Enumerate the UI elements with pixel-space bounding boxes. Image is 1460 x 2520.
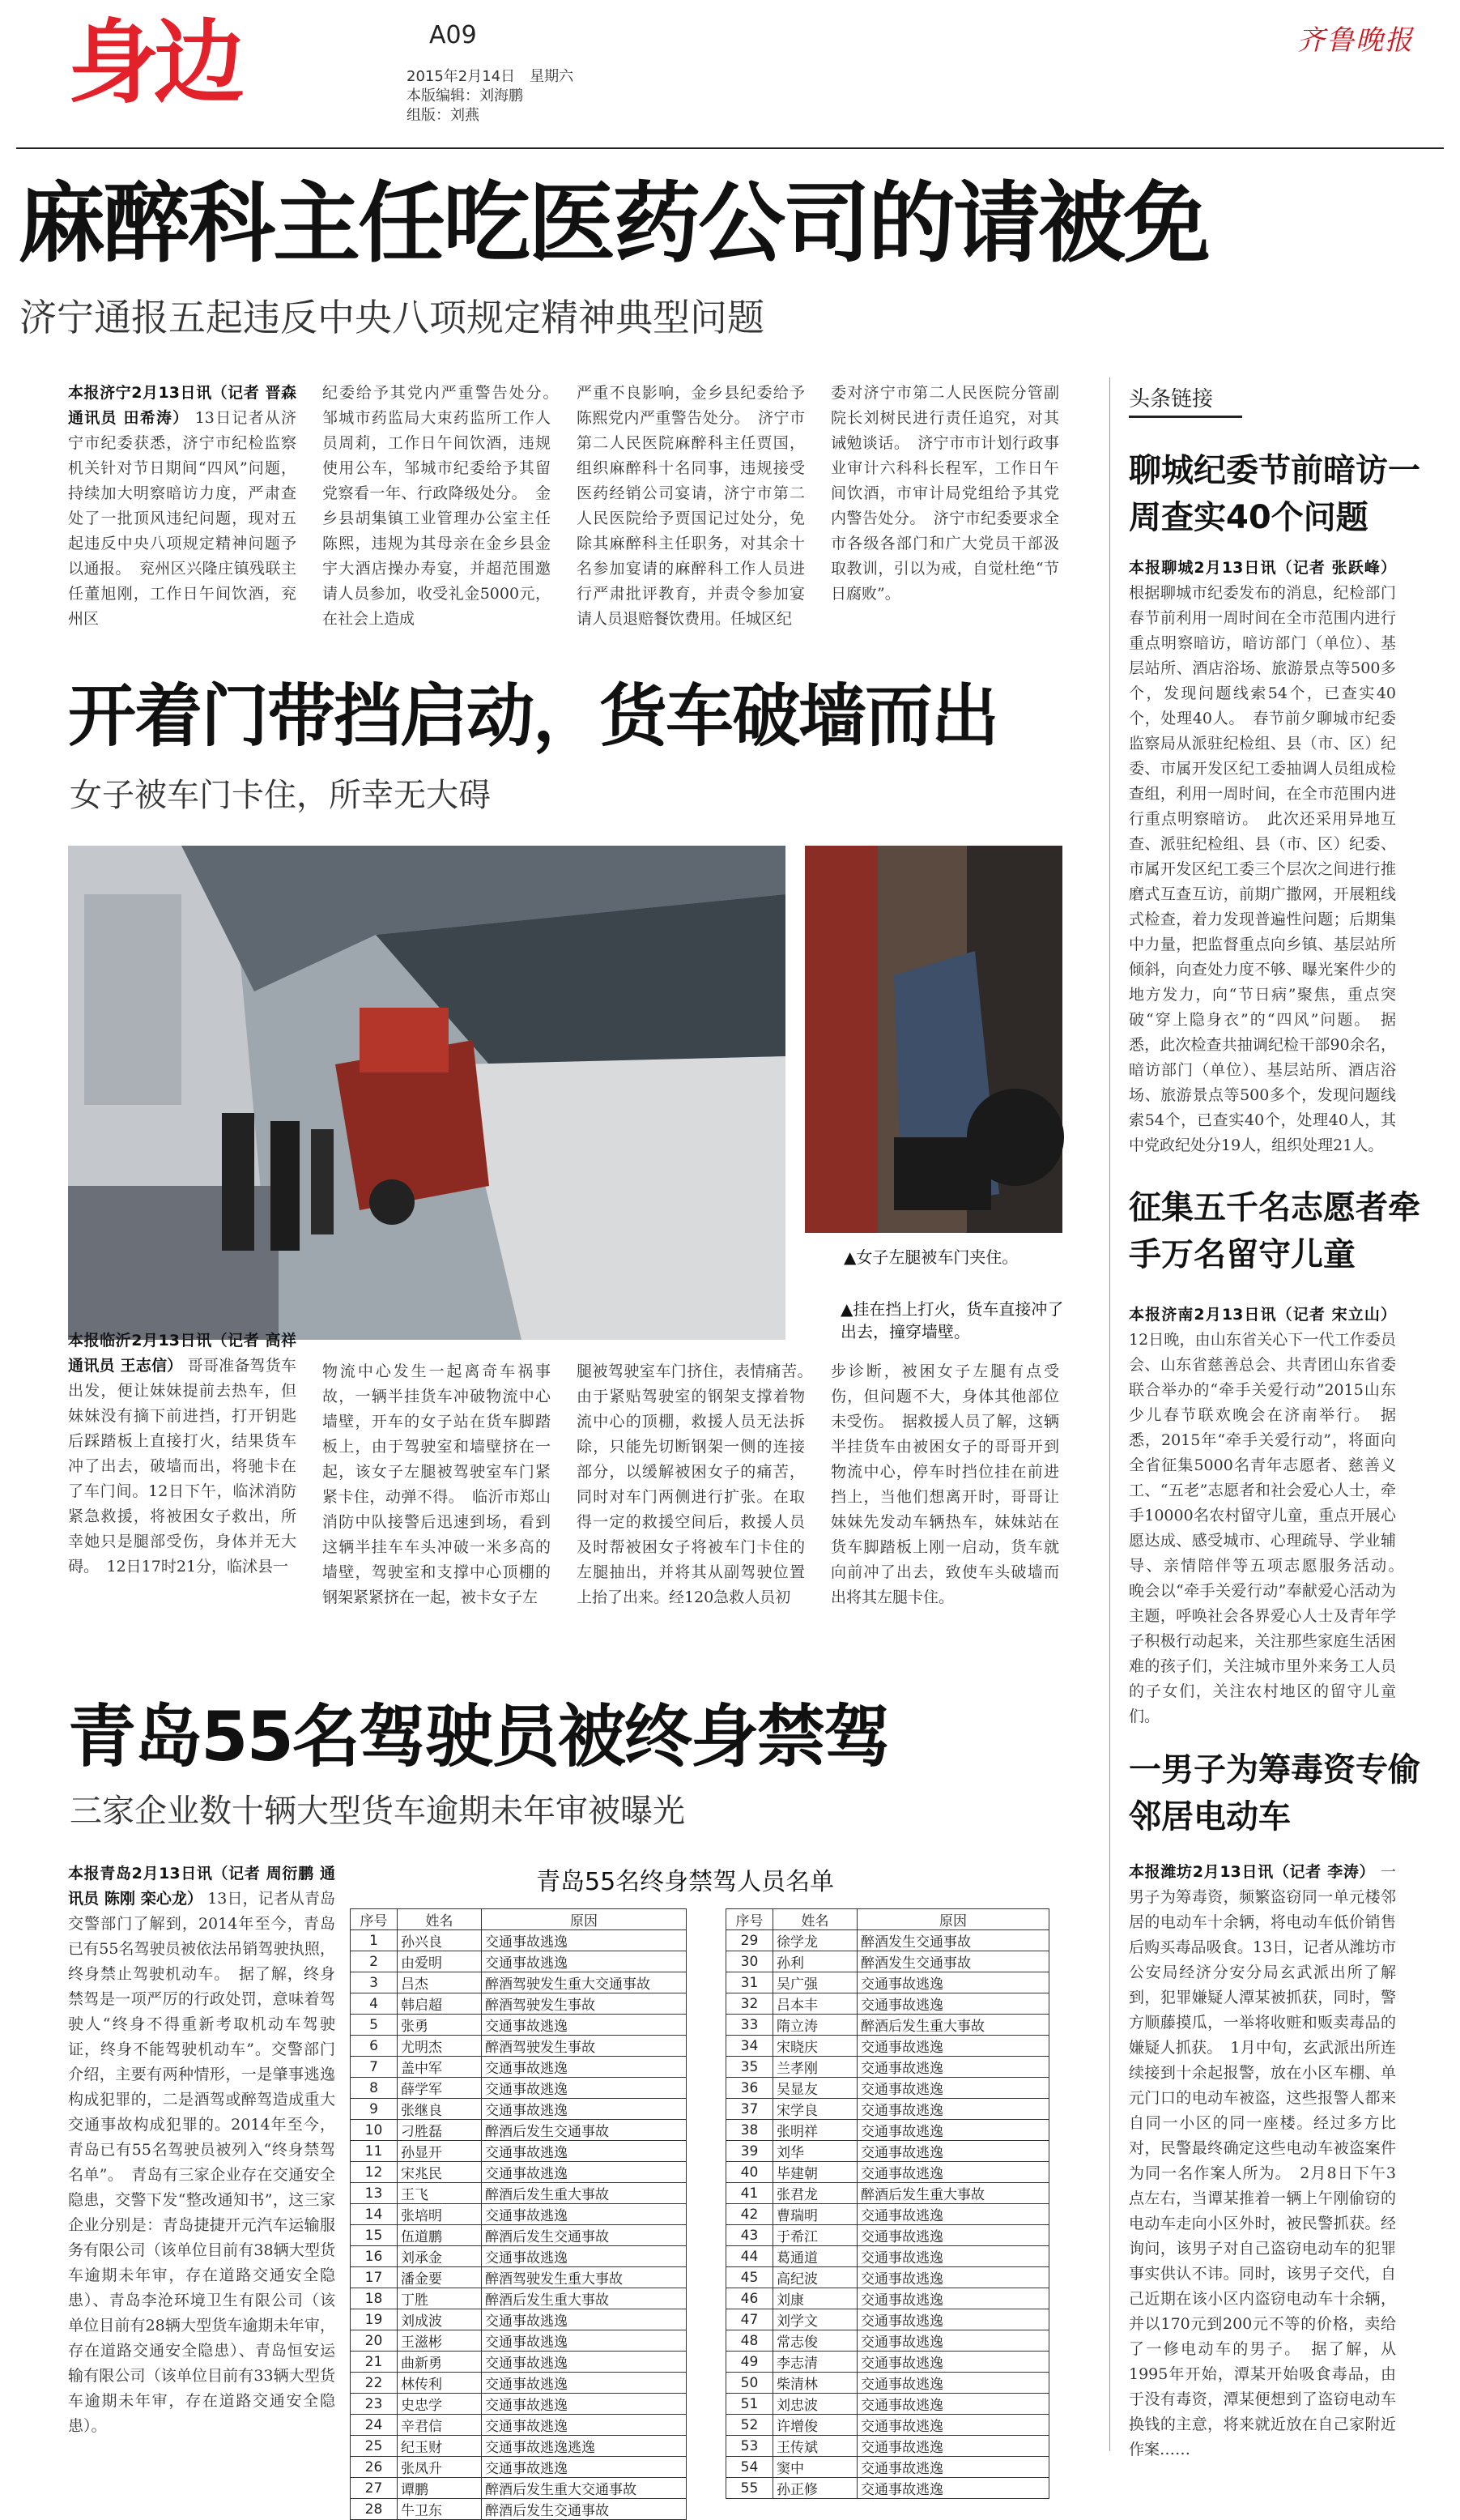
- sidebar-text-1: 根据聊城市纪委发布的消息，纪检部门春节前利用一周时间在全市范围内进行重点明察暗访，暗访部门（单位）、基层站所、酒店浴场、旅游景点等500多个，发现问题线索54个，已查实40个，处理40人。 春节前夕聊城市纪委监察局从派驻纪检组、县（市、区）纪委、市属开发区纪工委抽调人员组成检查组，利用一周时间，在全市范围内进行重点明察暗访。 此次还采用异地互查、派驻纪检组、县（市、区）纪委、市属开发区纪工委三个层次之间进行推磨式互查互访，前期广撒网，开展粗线式检查，着力发现普遍性问题；后期集中力量，把监督重点向乡镇、基层站所倾斜，向查处力度不够、曝光案件少的地方发力，向“节日病”聚焦，重点突破“穿上隐身衣”的“四风”问题。 据悉，此次检查共抽调纪检干部90余名，暗访部门（单位）、基层站所、酒店浴场、旅游景点等500多个，发现问题线索54个，已查实40个，处理40人，其中党政纪处分19人，组织处理21人。: [1129, 584, 1396, 1154]
- row-number: 35: [726, 2057, 773, 2078]
- sidebar-text-2: 12日晚，由山东省关心下一代工作委员会、山东省慈善总会、共青团山东省委联合举办的“牵手关爱行动”2015山东少儿春节联欢晚会在济南举行。 据悉，2015年“牵手关爱行动”，将面向全省征集5000名青年志愿者、慈善义工、“五老”志愿者和社会爱心人士，牵手10000名农村留守儿童，重点开展心愿达成、感受城市、心理疏导、学业辅导、亲情陪伴等五项志愿服务活动。 晚会以“牵手关爱行动”奉献爱心活动为主题，呼唤社会各界爱心人士及青年学子积极行动起来，关注那些家庭生活困难的孩子们，关注城市里外来务工人员的子女们，关注农村地区的留守儿童们。: [1129, 1331, 1412, 1725]
- story2-column-1: [68, 1328, 296, 1677]
- table-row: [351, 2162, 687, 2183]
- row-name: 曹瑞明: [773, 2204, 858, 2225]
- row-number: 13: [351, 2183, 398, 2204]
- sidebar-dateline-1: 本报聊城2月13日讯（记者 张跃峰）: [1129, 559, 1396, 577]
- table-row: [351, 2183, 687, 2204]
- row-name: 刘康: [773, 2288, 858, 2309]
- table-row: [351, 1993, 687, 2015]
- table-row: [726, 2162, 1049, 2183]
- row-number: 8: [351, 2078, 398, 2099]
- table-row: [351, 2436, 687, 2457]
- table-row: [351, 1972, 687, 1993]
- row-name: 吴显友: [773, 2078, 858, 2099]
- table-row: [726, 2057, 1049, 2078]
- story1-dateline: 本报济宁2月13日讯（记者 晋森 通讯员 田希涛）: [68, 384, 296, 427]
- row-number: 18: [351, 2288, 398, 2309]
- row-number: 34: [726, 2036, 773, 2057]
- row-name: 许增俊: [773, 2415, 858, 2436]
- table-row: [726, 2183, 1049, 2204]
- row-name: 柴清林: [773, 2373, 858, 2394]
- row-number: 40: [726, 2162, 773, 2183]
- row-number: 24: [351, 2415, 398, 2436]
- row-name: 徐学龙: [773, 1930, 858, 1951]
- story2-text-1: 哥哥准备驾货车出发，便让妹妹提前去热车，但妹妹没有摘下前进挡，打开钥匙后踩踏板上直接打火，结果货车冲了出去，破墙而出，将驰卡在了车门间。12日下午，临沭消防紧急救援，将被困女子救出，所幸她只是腿部受伤，身体并无大碍。 12日17时21分，临沭县一: [68, 1357, 296, 1576]
- row-number: 26: [351, 2457, 398, 2478]
- row-name: 曲新勇: [398, 2352, 482, 2373]
- col-header-name: 姓名: [773, 1909, 858, 1930]
- table-row: [726, 2036, 1049, 2057]
- row-number: 33: [726, 2015, 773, 2036]
- row-name: 刘华: [773, 2141, 858, 2162]
- layout-credit: 组版：刘燕: [407, 107, 479, 124]
- story2-column-3: 腿被驾驶室车门挤住，表情痛苦。 由于紧贴驾驶室的钢架支撑着物流中心的顶棚，救援人员无法拆除，只能先切断钢架一侧的连接部分，以缓解被困女子的痛苦，同时对车门两侧进行扩张。在取得一定的救援空间后，救援人员及时帮被困女子将被车门卡住的左腿抽出，并将其从副驾驶位置上抬了出来。经120急救人员初: [577, 1362, 821, 1606]
- row-number: 31: [726, 1972, 773, 1993]
- row-reason: 交通事故逃逸: [858, 2436, 1049, 2457]
- row-name: 吕本丰: [773, 1993, 858, 2015]
- row-number: 3: [351, 1972, 398, 1993]
- ban-list-title: 青岛55名终身禁驾人员名单: [536, 1868, 835, 1896]
- table-row: [726, 2330, 1049, 2352]
- row-number: 2: [351, 1951, 398, 1972]
- sidebar-dateline-3: 本报潍坊2月13日讯（记者 李涛）: [1129, 1863, 1376, 1881]
- row-number: 9: [351, 2099, 398, 2120]
- row-number: 36: [726, 2078, 773, 2099]
- row-name: 韩启超: [398, 1993, 482, 2015]
- table-row: [726, 2436, 1049, 2457]
- row-reason: 交通事故逃逸: [482, 2099, 687, 2120]
- row-reason: 交通事故逃逸: [858, 2036, 1049, 2057]
- row-name: 薛学军: [398, 2078, 482, 2099]
- table-row: [351, 2225, 687, 2246]
- col-header-no: 序号: [726, 1909, 773, 1930]
- row-name: 伍道鹏: [398, 2225, 482, 2246]
- row-reason: 醉酒驾驶发生事故: [482, 2036, 687, 2057]
- row-name: 宋学良: [773, 2099, 858, 2120]
- table-row: [351, 2457, 687, 2478]
- table-row: [351, 2057, 687, 2078]
- row-name: 辛君信: [398, 2415, 482, 2436]
- row-reason: 交通事故逃逸: [858, 2099, 1049, 2120]
- row-name: 刘忠波: [773, 2394, 858, 2415]
- table-row: [351, 2246, 687, 2267]
- row-name: 张明祥: [773, 2120, 858, 2141]
- row-reason: 醉酒驾驶发生重大事故: [482, 2267, 687, 2288]
- row-reason: 交通事故逃逸: [482, 2162, 687, 2183]
- row-number: 25: [351, 2436, 398, 2457]
- row-reason: 交通事故逃逸: [858, 2352, 1049, 2373]
- row-name: 纪玉财: [398, 2436, 482, 2457]
- row-name: 宋兆民: [398, 2162, 482, 2183]
- sidebar-tag: 头条链接: [1129, 382, 1242, 418]
- table-row: [351, 2373, 687, 2394]
- row-reason: 交通事故逃逸: [858, 2141, 1049, 2162]
- table-row: [726, 2246, 1049, 2267]
- row-number: 49: [726, 2352, 773, 2373]
- row-reason: 交通事故逃逸: [858, 2288, 1049, 2309]
- row-number: 52: [726, 2415, 773, 2436]
- row-name: 于希江: [773, 2225, 858, 2246]
- row-name: 葛通道: [773, 2246, 858, 2267]
- row-reason: 交通事故逃逸逃逸: [482, 2436, 687, 2457]
- caption-leg-text: ▲女子左腿被车门夹住。: [844, 1247, 1019, 1267]
- row-name: 丁胜: [398, 2288, 482, 2309]
- row-reason: 交通事故逃逸: [858, 2246, 1049, 2267]
- table-row: [351, 2015, 687, 2036]
- row-number: 7: [351, 2057, 398, 2078]
- table-row: [351, 2309, 687, 2330]
- row-name: 林传利: [398, 2373, 482, 2394]
- row-name: 高纪波: [773, 2267, 858, 2288]
- row-number: 47: [726, 2309, 773, 2330]
- story3-column: [68, 1861, 335, 2453]
- row-reason: 交通事故逃逸: [482, 2204, 687, 2225]
- row-reason: 交通事故逃逸: [482, 2309, 687, 2330]
- row-number: 30: [726, 1951, 773, 1972]
- photo-leg-illustration: [805, 846, 1062, 1233]
- subhead-qingdao: 三家企业数十辆大型货车逾期未年审被曝光: [70, 1793, 685, 1830]
- row-reason: 交通事故逃逸: [858, 2415, 1049, 2436]
- row-reason: 醉酒后发生交通事故: [482, 2499, 687, 2520]
- row-reason: 交通事故逃逸: [482, 1930, 687, 1951]
- table-row: [726, 2015, 1049, 2036]
- row-name: 张君龙: [773, 2183, 858, 2204]
- row-number: 27: [351, 2478, 398, 2499]
- row-number: 1: [351, 1930, 398, 1951]
- row-name: 尤明杰: [398, 2036, 482, 2057]
- table-row: [726, 1993, 1049, 2015]
- table-row: [726, 2457, 1049, 2478]
- table-row: [351, 2330, 687, 2352]
- row-name: 孙兴良: [398, 1930, 482, 1951]
- sidebar-text-3: 一男子为筹毒资，频繁盗窃同一单元楼邻居的电动车十余辆，将电动车低价销售后购买毒品吸食。13日，记者从潍坊市公安局经济分安分局玄武派出所了解到，犯罪嫌疑人潭某被抓获，同时，警方顺藤摸瓜，一举将收赃和贩卖毒品的嫌疑人抓获。 1月中旬，玄武派出所连续接到十余起报警，放在小区车棚、单元门口的电动车被盗，这些报警人都来自同一小区的同一座楼。经过多方比对，民警最终确定这些电动车被盗案件为同一名作案人所为。 2月8日下午3点左右，当谭某推着一辆上午刚偷窃的电动车走向小区外时，被民警抓获。经询问，该男子对自己盗窃电动车的犯罪事实供认不讳。同时，该男子交代，自己近期在该小区内盗窃电动车十余辆，并以170元到200元不等的价格，卖给了一修电动车的男子。 据了解，从1995年开始，潭某开始吸食毒品，由于没有毒资，潭某便想到了盗窃电动车换钱的主意，将来就近放在自己家附近作案……: [1129, 1863, 1396, 2458]
- row-reason: 醉酒后发生交通事故: [482, 2225, 687, 2246]
- row-reason: 交通事故逃逸: [482, 2141, 687, 2162]
- sidebar-headline-3: 一男子为筹毒资专偷邻居电动车: [1129, 1751, 1420, 1836]
- story3-text: 13日，记者从青岛交警部门了解到，2014年至今，青岛已有55名驾驶员被依法吊销驾驶执照，终身禁止驾驶机动车。 据了解，终身禁驾是一项严厉的行政处罚，意味着驾驶人“终身不得重新考取机动车驾驶证，终身不能驾驶机动车”。交警部门介绍，主要有两种情形，一是肇事逃逸构成犯罪的，二是酒驾或醉驾造成重大交通事故构成犯罪的。2014年至今，青岛已有55名驾驶员被列入“终身禁驾名单”。 青岛有三家企业存在交通安全隐患，交警下发“整改通知书”，这三家企业分别是：青岛捷捷开元汽车运输服务有限公司（该单位目前有38辆大型货车逾期未年审，存在道路交通安全隐患）、青岛李沧环境卫生有限公司（该单位目前有28辆大型货车逾期未年审，存在道路交通安全隐患）、青岛恒安运输有限公司（该单位目前有33辆大型货车逾期未年审，存在道路交通安全隐患）。: [68, 1890, 335, 2435]
- row-name: 孙显开: [398, 2141, 482, 2162]
- row-reason: 交通事故逃逸: [858, 2162, 1049, 2183]
- row-reason: 交通事故逃逸: [482, 2394, 687, 2415]
- row-reason: 交通事故逃逸: [858, 2057, 1049, 2078]
- row-number: 6: [351, 2036, 398, 2057]
- row-name: 孙正修: [773, 2478, 858, 2499]
- row-name: 常志俊: [773, 2330, 858, 2352]
- row-reason: 交通事故逃逸: [858, 2225, 1049, 2246]
- table-row: [351, 2415, 687, 2436]
- table-row: [351, 2499, 687, 2520]
- row-reason: 醉酒后发生重大事故: [482, 2288, 687, 2309]
- row-number: 23: [351, 2394, 398, 2415]
- row-reason: 交通事故逃逸: [858, 2120, 1049, 2141]
- table-row: [351, 2394, 687, 2415]
- row-number: 38: [726, 2120, 773, 2141]
- table-row: [351, 2267, 687, 2288]
- row-name: 刁胜磊: [398, 2120, 482, 2141]
- row-number: 20: [351, 2330, 398, 2352]
- story3-dateline: 本报青岛2月13日讯（记者 周衍鹏 通讯员 陈刚 栾心龙）: [68, 1865, 335, 1908]
- row-name: 宋晓庆: [773, 2036, 858, 2057]
- row-reason: 交通事故逃逸: [482, 2330, 687, 2352]
- table-row: [351, 2120, 687, 2141]
- table-row: [351, 2036, 687, 2057]
- table-row: [726, 1930, 1049, 1951]
- row-number: 54: [726, 2457, 773, 2478]
- row-number: 10: [351, 2120, 398, 2141]
- row-reason: 交通事故逃逸: [858, 1972, 1049, 1993]
- table-row: [726, 2120, 1049, 2141]
- row-name: 毕建朝: [773, 2162, 858, 2183]
- row-reason: 交通事故逃逸: [858, 1993, 1049, 2015]
- table-row: [726, 2288, 1049, 2309]
- row-number: 17: [351, 2267, 398, 2288]
- sidebar-headline-2: 征集五千名志愿者牵手万名留守儿童: [1129, 1189, 1420, 1273]
- row-reason: 交通事故逃逸: [482, 2015, 687, 2036]
- ban-list-table-right: [726, 1908, 1049, 2499]
- row-reason: 醉酒发生交通事故: [858, 1951, 1049, 1972]
- row-reason: 醉酒后发生重大事故: [858, 2183, 1049, 2204]
- row-number: 43: [726, 2225, 773, 2246]
- table-row: [726, 2225, 1049, 2246]
- headline-truck: 开着门带挡启动，货车破墙而出: [68, 676, 998, 756]
- subhead-truck: 女子被车门卡住，所幸无大碍: [70, 777, 491, 814]
- row-number: 42: [726, 2204, 773, 2225]
- row-reason: 醉酒驾驶发生重大交通事故: [482, 1972, 687, 1993]
- row-name: 王飞: [398, 2183, 482, 2204]
- sidebar-divider: [1109, 377, 1110, 2451]
- row-reason: 醉酒驾驶发生事故: [482, 1993, 687, 2015]
- table-row: [351, 2078, 687, 2099]
- row-number: 11: [351, 2141, 398, 2162]
- row-reason: 交通事故逃逸: [482, 2415, 687, 2436]
- story2-dateline: 本报临沂2月13日讯（记者 高祥 通讯员 王志信）: [68, 1332, 296, 1375]
- table-row: [726, 1951, 1049, 1972]
- row-reason: 醉酒后发生重大事故: [858, 2015, 1049, 2036]
- issue-date: 2015年2月14日 星期六: [407, 68, 574, 85]
- paper-logo: 齐鲁晚报: [1297, 24, 1414, 57]
- table-row: [726, 2099, 1049, 2120]
- page-number: A09: [429, 21, 477, 49]
- row-number: 5: [351, 2015, 398, 2036]
- story2-column-2: 物流中心发生一起离奇车祸事故，一辆半挂货车冲破物流中心墙壁，开车的女子站在货车脚踏板上，由于驾驶室和墙壁挤在一起，该女子左腿被驾驶室车门紧紧卡住，动弹不得。 临沂市郑山消防中队接警后迅速到场，看到这辆半挂车车头冲破一米多高的墙壁，驾驶室和支撑中心顶棚的钢架紧紧挤在一起，被卡女子左: [322, 1362, 551, 1606]
- row-number: 22: [351, 2373, 398, 2394]
- row-reason: 交通事故逃逸: [482, 1951, 687, 1972]
- table-row: [351, 2099, 687, 2120]
- sidebar-dateline-2: 本报济南2月13日讯（记者 宋立山）: [1129, 1306, 1396, 1324]
- sidebar-headline-1: 聊城纪委节前暗访一周查实40个问题: [1129, 452, 1420, 536]
- row-number: 45: [726, 2267, 773, 2288]
- row-name: 吕杰: [398, 1972, 482, 1993]
- ban-list-table-left: [350, 1908, 687, 2520]
- table-row: [726, 2078, 1049, 2099]
- sidebar-story-1: [1129, 556, 1396, 1154]
- row-number: 15: [351, 2225, 398, 2246]
- story1-column-1: [68, 381, 296, 628]
- sidebar-story-2: [1129, 1303, 1412, 1725]
- row-number: 53: [726, 2436, 773, 2457]
- row-number: 16: [351, 2246, 398, 2267]
- row-reason: 交通事故逃逸: [482, 2457, 687, 2478]
- row-number: 41: [726, 2183, 773, 2204]
- row-reason: 交通事故逃逸: [858, 2373, 1049, 2394]
- row-reason: 交通事故逃逸: [858, 2330, 1049, 2352]
- row-name: 张凤升: [398, 2457, 482, 2478]
- row-reason: 醉酒后发生重大事故: [482, 2183, 687, 2204]
- row-name: 兰孝刚: [773, 2057, 858, 2078]
- row-name: 吴广强: [773, 1972, 858, 1993]
- row-number: 44: [726, 2246, 773, 2267]
- row-name: 孙利: [773, 1951, 858, 1972]
- table-row: [726, 2309, 1049, 2330]
- table-row: [726, 2141, 1049, 2162]
- row-number: 29: [726, 1930, 773, 1951]
- headline-main: 麻醉科主任吃医药公司的请被免: [18, 173, 1209, 275]
- subhead-main: 济宁通报五起违反中央八项规定精神典型问题: [19, 296, 764, 339]
- masthead-rule: [16, 147, 1444, 149]
- table-row: [726, 2352, 1049, 2373]
- row-number: 32: [726, 1993, 773, 2015]
- row-name: 王传斌: [773, 2436, 858, 2457]
- row-name: 史忠学: [398, 2394, 482, 2415]
- caption-leg: [844, 1246, 1018, 1269]
- row-reason: 交通事故逃逸: [858, 2309, 1049, 2330]
- table-row: [351, 1951, 687, 1972]
- row-reason: 醉酒后发生重大交通事故: [482, 2478, 687, 2499]
- table-row: [726, 2394, 1049, 2415]
- story1-column-2: 纪委给予其党内严重警告处分。 邹城市药监局大束药监所工作人员周莉，工作日午间饮酒，违规使用公车，邹城市纪委给予其留党察看一年、行政降级处分。 金乡县胡集镇工业管理办公室主任陈熙，违规为其母亲在金乡县金宇大酒店操办寿宴，并超范围邀请人员参加，收受礼金5000元，在社会上造成: [322, 384, 567, 628]
- row-reason: 交通事故逃逸: [858, 2078, 1049, 2099]
- col-header-name: 姓名: [398, 1909, 482, 1930]
- row-number: 46: [726, 2288, 773, 2309]
- sidebar-story-3: [1129, 1860, 1396, 2458]
- row-number: 37: [726, 2099, 773, 2120]
- row-number: 55: [726, 2478, 773, 2499]
- photo-truck-wall-illustration: [68, 846, 785, 1340]
- col-header-reason: 原因: [858, 1909, 1049, 1930]
- row-name: 盖中军: [398, 2057, 482, 2078]
- photo-leg-trapped: [805, 846, 1062, 1233]
- row-number: 48: [726, 2330, 773, 2352]
- table-row: [726, 2373, 1049, 2394]
- row-number: 12: [351, 2162, 398, 2183]
- row-reason: 交通事故逃逸: [482, 2246, 687, 2267]
- story2-column-4: 步诊断，被困女子左腿有点受伤，但问题不大，身体其他部位未受伤。 据救援人员了解，这辆半挂货车由被困女子的哥哥开到物流中心，停车时挡位挂在前进挡上，当他们想离开时，哥哥让妹妹先发动车辆热车，妹妹站在货车脚踏板上刚一启动，货车就向前冲了出去，致使车头破墙而出将其左腿卡住。: [831, 1362, 1059, 1606]
- table-row: [726, 2478, 1049, 2499]
- table-row: [351, 2204, 687, 2225]
- row-name: 由爱明: [398, 1951, 482, 1972]
- row-reason: 交通事故逃逸: [858, 2204, 1049, 2225]
- section-title: 身边: [68, 11, 240, 116]
- table-row: [351, 2478, 687, 2499]
- table-row: [726, 2204, 1049, 2225]
- row-name: 刘承金: [398, 2246, 482, 2267]
- row-reason: 交通事故逃逸: [858, 2457, 1049, 2478]
- col-header-no: 序号: [351, 1909, 398, 1930]
- row-reason: 交通事故逃逸: [482, 2373, 687, 2394]
- editor-credit: 本版编辑：刘海鹏: [407, 87, 523, 104]
- row-number: 14: [351, 2204, 398, 2225]
- row-name: 谭鹏: [398, 2478, 482, 2499]
- table-row: [351, 1930, 687, 1951]
- row-name: 王滋彬: [398, 2330, 482, 2352]
- headline-qingdao: 青岛55名驾驶员被终身禁驾: [68, 1697, 890, 1776]
- story1-column-3: 严重不良影响，金乡县纪委给予陈熙党内严重警告处分。 济宁市第二人民医院麻醉科主任贾国，组织麻醉科十名同事，违规接受医药经销公司宴请，济宁市第二人民医院给予贾国记过处分，免除其麻醉科主任职务，对其余十名参加宴请的麻醉科工作人员进行严肃批评教育，并责令参加宴请人员退赔餐饮费用。任城区纪: [577, 384, 805, 628]
- row-name: 窦中: [773, 2457, 858, 2478]
- table-row: [351, 2288, 687, 2309]
- table-row: [726, 1972, 1049, 1993]
- row-reason: 交通事故逃逸: [482, 2352, 687, 2373]
- row-name: 张勇: [398, 2015, 482, 2036]
- row-name: 张继良: [398, 2099, 482, 2120]
- row-reason: 交通事故逃逸: [482, 2078, 687, 2099]
- col-header-reason: 原因: [482, 1909, 687, 1930]
- row-name: 李志清: [773, 2352, 858, 2373]
- row-number: 21: [351, 2352, 398, 2373]
- row-number: 4: [351, 1993, 398, 2015]
- row-number: 39: [726, 2141, 773, 2162]
- row-reason: 交通事故逃逸: [858, 2478, 1049, 2499]
- row-number: 50: [726, 2373, 773, 2394]
- row-name: 刘成波: [398, 2309, 482, 2330]
- table-row: [726, 2267, 1049, 2288]
- row-name: 刘学文: [773, 2309, 858, 2330]
- story1-text-1: 13日记者从济宁市纪委获悉，济宁市纪检监察机关针对节日期间“四风”问题，持续加大明察暗访力度，严肃查处了一批顶风违纪问题，现对五起违反中央八项规定精神问题予以通报。 兖州区兴隆庄镇残联主任董旭刚，工作日午间饮酒，兖州区: [68, 409, 296, 628]
- table-row: [351, 2352, 687, 2373]
- row-number: 19: [351, 2309, 398, 2330]
- row-reason: 醉酒后发生交通事故: [482, 2120, 687, 2141]
- table-row: [351, 2141, 687, 2162]
- row-number: 51: [726, 2394, 773, 2415]
- row-reason: 交通事故逃逸: [858, 2267, 1049, 2288]
- row-reason: 醉酒发生交通事故: [858, 1930, 1049, 1951]
- row-reason: 交通事故逃逸: [858, 2394, 1049, 2415]
- story1-column-4: 委对济宁市第二人民医院分管副院长刘树民进行责任追究，对其诫勉谈话。 济宁市市计划行政事业审计六科科长程军，工作日午间饮酒，市审计局党组给予其党内警告处分。 济宁市纪委要求全市各级各部门和广大党员干部汲取教训，引以为戒，自觉杜绝“节日腐败”。: [831, 384, 1059, 603]
- row-name: 隋立涛: [773, 2015, 858, 2036]
- caption-truck: ▲挂在挡上打火，货车直接冲了出去，撞穿墙壁。: [841, 1299, 1064, 1341]
- photo-truck-wall: [68, 846, 785, 1340]
- row-name: 张培明: [398, 2204, 482, 2225]
- row-number: 28: [351, 2499, 398, 2520]
- row-reason: 交通事故逃逸: [482, 2057, 687, 2078]
- row-name: 牛卫东: [398, 2499, 482, 2520]
- row-name: 潘金要: [398, 2267, 482, 2288]
- table-row: [726, 2415, 1049, 2436]
